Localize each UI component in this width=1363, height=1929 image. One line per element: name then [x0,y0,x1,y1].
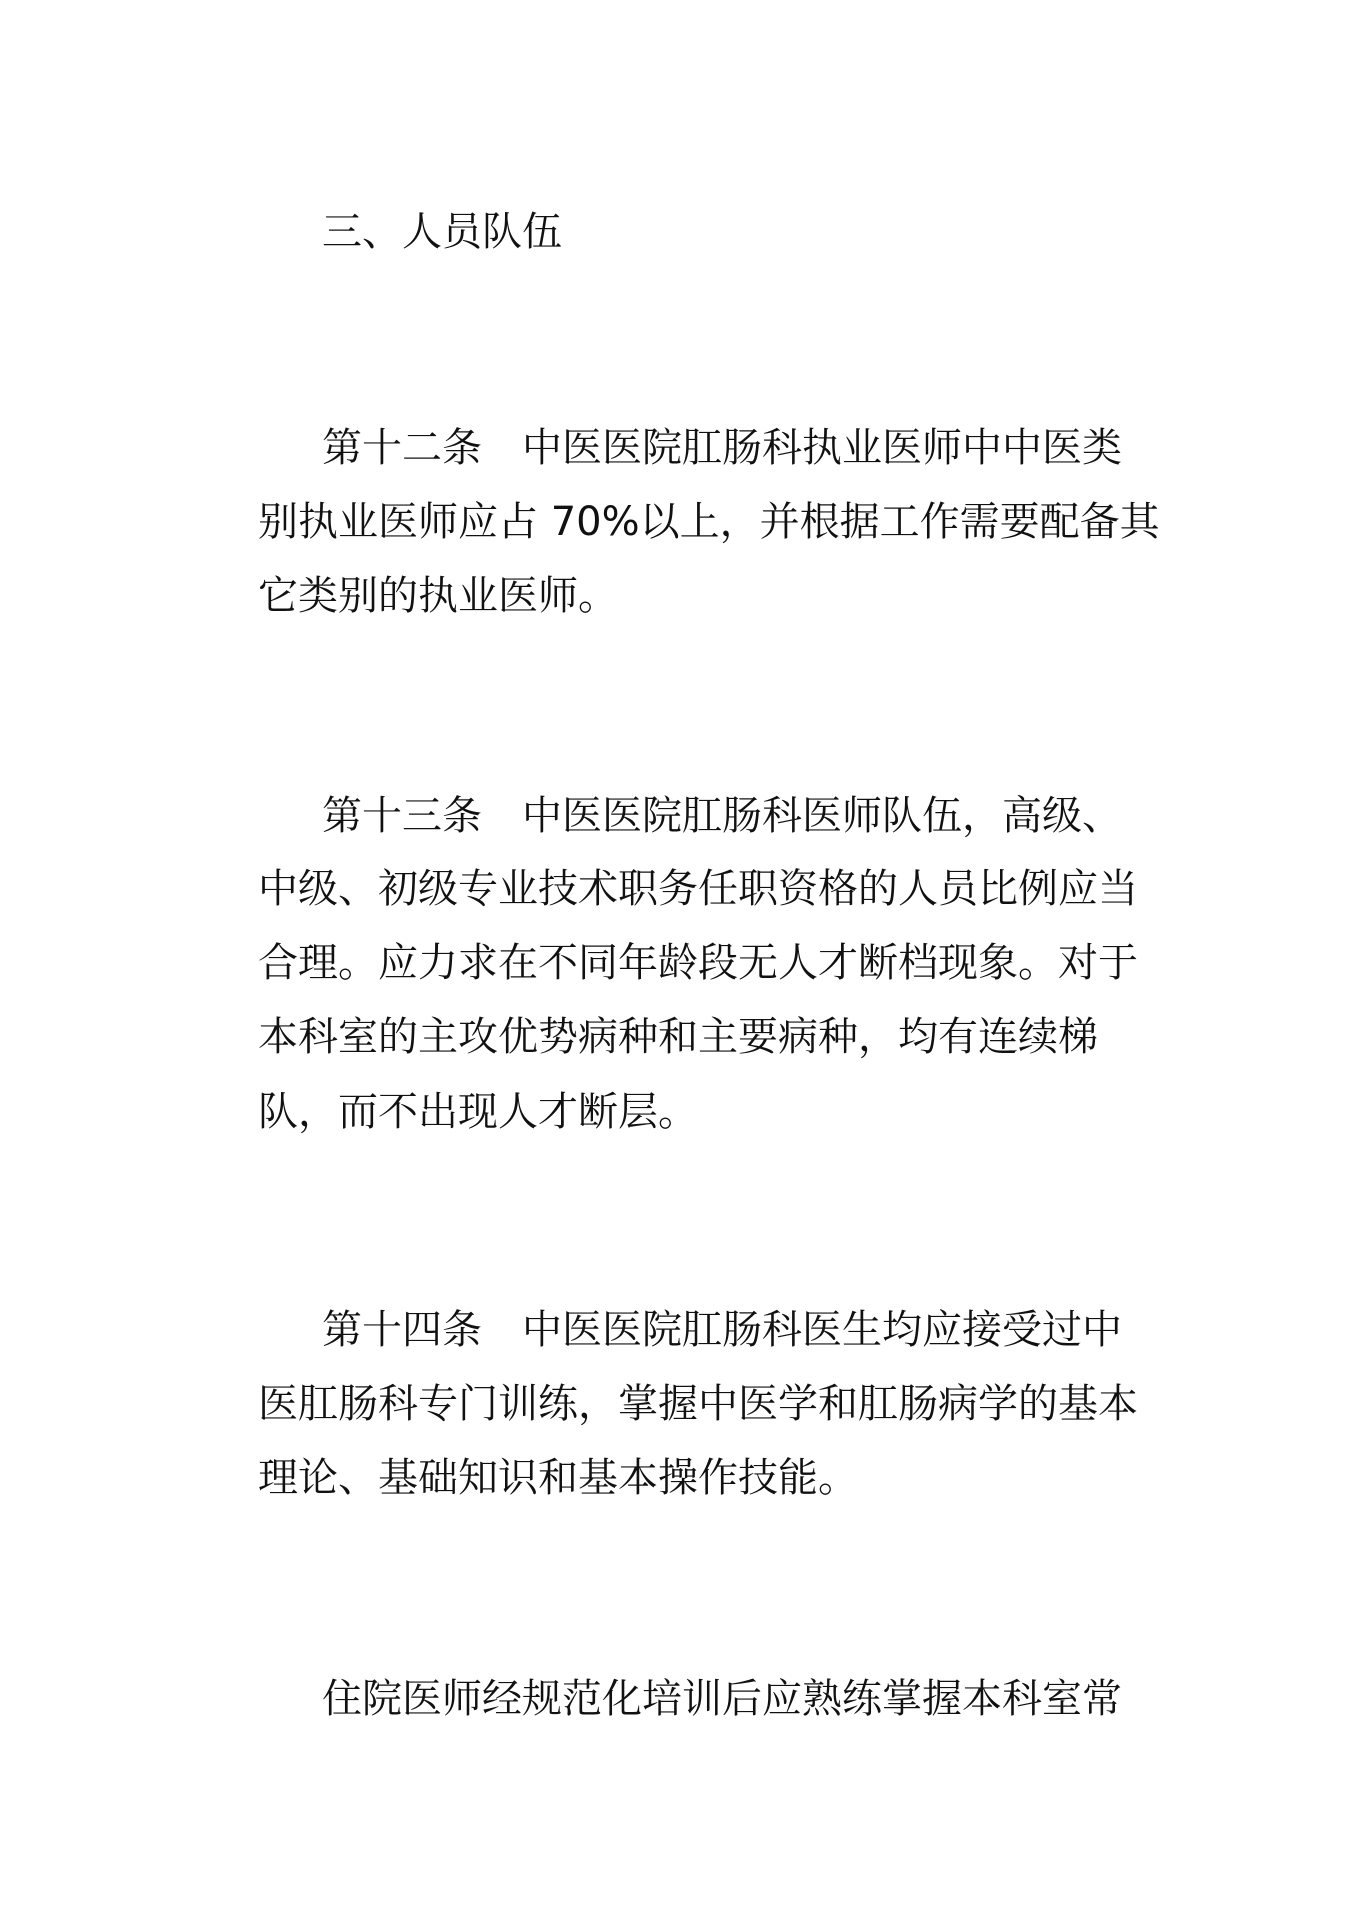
article-13-line-4: 本科室的主攻优势病种和主要病种，均有连续梯 [258,1014,1098,1060]
article-14-first-line [322,1298,1122,1362]
article-12-line-3: 它类别的执业医师。 [258,573,618,619]
article-12-first-line [322,416,1122,480]
section-heading: 三、人员队伍 [322,209,562,255]
article-13-line-2: 中级、初级专业技术职务任职资格的人员比例应当 [258,866,1138,912]
article-text: 中医医院肛肠科执业医师中中医类 [522,425,1122,471]
article-label: 第十三条 [322,793,482,839]
article-label: 第十四条 [322,1307,482,1353]
article-12-line-2: 别执业医师应占 70%以上，并根据工作需要配备其 [258,499,1160,545]
article-14-line-3: 理论、基础知识和基本操作技能。 [258,1455,858,1501]
article-13-line-3: 合理。应力求在不同年龄段无人才断档现象。对于 [258,940,1138,986]
article-13-line-5: 队，而不出现人才断层。 [258,1089,698,1135]
article-label: 第十二条 [322,425,482,471]
article-text: 中医医院肛肠科医生均应接受过中 [522,1307,1122,1353]
article-text: 中医医院肛肠科医师队伍，高级、 [522,793,1122,839]
article-13-first-line [322,784,1122,848]
trailing-paragraph: 住院医师经规范化培训后应熟练掌握本科室常 [322,1676,1122,1722]
article-14-line-2: 医肛肠科专门训练，掌握中医学和肛肠病学的基本 [258,1381,1138,1427]
